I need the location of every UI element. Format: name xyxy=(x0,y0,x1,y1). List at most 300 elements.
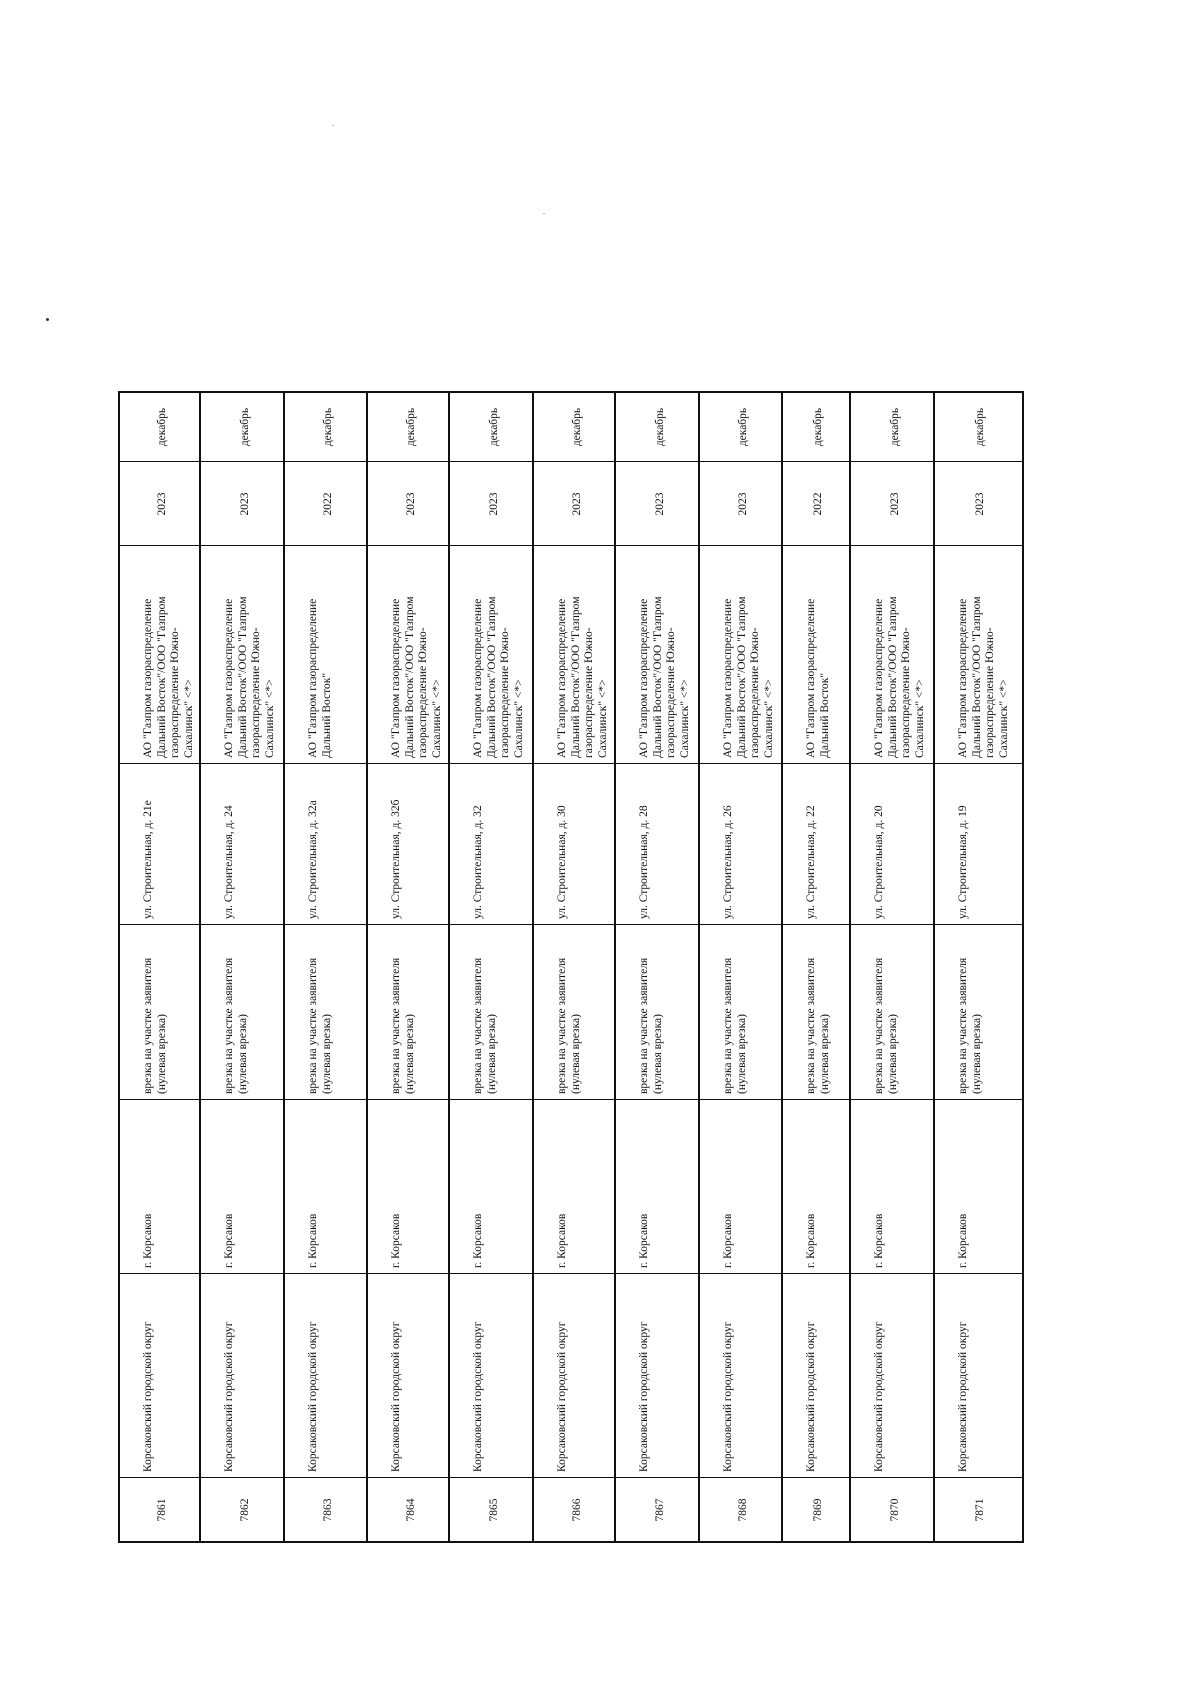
organization-cell xyxy=(783,545,849,763)
table-row xyxy=(851,393,935,1541)
district-cell xyxy=(851,1273,933,1477)
year-cell-text xyxy=(812,468,826,540)
work-cell-text xyxy=(873,931,900,1094)
settlement-cell-value: г. Корсаков xyxy=(307,1213,320,1268)
settlement-cell-text xyxy=(556,1106,570,1268)
month-cell-text xyxy=(737,399,751,455)
year-cell-value: 2022 xyxy=(812,492,825,516)
year-cell-value: 2023 xyxy=(889,492,902,516)
address-cell-value: ул. Строительная, д. 32 xyxy=(472,805,485,919)
district-cell xyxy=(700,1273,781,1477)
organization-cell-line: газораспределение Южно- xyxy=(250,627,263,758)
district-cell xyxy=(450,1273,532,1477)
work-cell-line: врезка на участке заявителя xyxy=(805,957,818,1094)
address-cell xyxy=(534,763,614,924)
organization-cell-line: Сахалинск" <*> xyxy=(182,679,195,758)
district-cell xyxy=(120,1273,199,1477)
year-cell xyxy=(285,461,366,545)
address-cell-text xyxy=(957,770,971,919)
number-cell-value: 7866 xyxy=(571,1498,584,1522)
work-cell xyxy=(285,924,366,1099)
organization-cell-line: АО "Газпром газораспределение xyxy=(223,598,236,758)
year-cell-text xyxy=(405,468,419,540)
address-cell xyxy=(851,763,933,924)
district-cell xyxy=(368,1273,448,1477)
table-row xyxy=(935,393,1022,1541)
district-cell-value: Корсаковский городской округ xyxy=(873,1321,886,1472)
year-cell xyxy=(935,461,1022,545)
month-cell-value: декабрь xyxy=(488,407,501,447)
number-cell-text xyxy=(974,1484,988,1536)
organization-cell-line: Дальний Восток" xyxy=(818,672,831,758)
work-cell-text xyxy=(472,931,499,1094)
table-row xyxy=(783,393,851,1541)
year-cell xyxy=(450,461,532,545)
organization-cell-line: Дальний Восток"/ООО "Газпром xyxy=(236,596,249,758)
address-cell-text xyxy=(223,770,237,919)
address-cell xyxy=(450,763,532,924)
work-cell-line: (нулевая врезка) xyxy=(403,1014,416,1094)
address-cell-text xyxy=(472,770,486,919)
organization-cell-text xyxy=(556,552,610,758)
district-cell-text xyxy=(223,1280,237,1472)
address-cell-value: ул. Строительная, д. 20 xyxy=(873,805,886,919)
settlement-cell-value: г. Корсаков xyxy=(556,1213,569,1268)
scan-speck xyxy=(46,318,49,321)
work-cell xyxy=(120,924,199,1099)
month-cell xyxy=(201,393,283,461)
work-cell-line: врезка на участке заявителя xyxy=(307,957,320,1094)
work-cell-text xyxy=(556,931,583,1094)
year-cell-value: 2022 xyxy=(322,492,335,516)
district-cell-text xyxy=(805,1280,819,1472)
organization-cell-line: Сахалинск" <*> xyxy=(512,679,525,758)
table-row xyxy=(450,393,534,1541)
month-cell-value: декабрь xyxy=(239,407,252,447)
settlement-cell xyxy=(616,1099,698,1273)
work-cell-text xyxy=(957,931,984,1094)
work-cell-line: врезка на участке заявителя xyxy=(957,957,970,1094)
month-cell-text xyxy=(156,399,170,455)
district-cell-value: Корсаковский городской округ xyxy=(722,1321,735,1472)
number-cell-value: 7868 xyxy=(737,1498,750,1522)
district-cell xyxy=(616,1273,698,1477)
month-cell-value: декабрь xyxy=(654,407,667,447)
organization-cell-line: газораспределение Южно- xyxy=(900,627,913,758)
work-cell-line: (нулевая врезка) xyxy=(236,1014,249,1094)
district-cell-value: Корсаковский городской округ xyxy=(142,1321,154,1472)
settlement-cell-text xyxy=(142,1106,156,1268)
address-cell-value: ул. Строительная, д. 32б xyxy=(390,799,403,919)
work-cell xyxy=(534,924,614,1099)
organization-cell-text xyxy=(142,552,196,758)
month-cell-value: декабрь xyxy=(571,407,584,447)
district-cell-value: Корсаковский городской округ xyxy=(957,1321,970,1472)
year-cell-text xyxy=(974,468,988,540)
work-cell xyxy=(450,924,532,1099)
number-cell xyxy=(783,1477,849,1541)
table-row xyxy=(285,393,368,1541)
settlement-cell-value: г. Корсаков xyxy=(873,1213,886,1268)
settlement-cell-text xyxy=(722,1106,736,1268)
work-cell-line: (нулевая врезка) xyxy=(155,1014,168,1094)
work-cell-line: врезка на участке заявителя xyxy=(390,957,403,1094)
address-cell xyxy=(368,763,448,924)
organization-cell-line: Дальний Восток"/ООО "Газпром xyxy=(735,596,748,758)
organization-cell-line: Дальний Восток"/ООО "Газпром xyxy=(485,596,498,758)
settlement-cell-text xyxy=(223,1106,237,1268)
settlement-cell xyxy=(368,1099,448,1273)
organization-cell-line: Сахалинск" <*> xyxy=(596,679,609,758)
work-cell-text xyxy=(307,931,334,1094)
number-cell xyxy=(450,1477,532,1541)
organization-cell-line: газораспределение Южно- xyxy=(169,627,181,758)
district-cell-text xyxy=(472,1280,486,1472)
month-cell xyxy=(120,393,199,461)
table-row xyxy=(120,393,201,1541)
work-cell-line: врезка на участке заявителя xyxy=(873,957,886,1094)
organization-cell-line: Сахалинск" <*> xyxy=(762,679,775,758)
district-cell-value: Корсаковский городской округ xyxy=(638,1321,651,1472)
table-row xyxy=(700,393,783,1541)
year-cell-value: 2023 xyxy=(405,492,418,516)
settlement-cell-text xyxy=(638,1106,652,1268)
month-cell-text xyxy=(239,399,253,455)
organization-cell xyxy=(700,545,781,763)
month-cell xyxy=(616,393,698,461)
year-cell-value: 2023 xyxy=(488,492,501,516)
scan-speck xyxy=(332,125,334,126)
settlement-cell xyxy=(450,1099,532,1273)
number-cell xyxy=(368,1477,448,1541)
month-cell-text xyxy=(488,399,502,455)
district-cell-text xyxy=(142,1280,156,1472)
number-cell-text xyxy=(156,1484,170,1536)
address-cell-value: ул. Строительная, д. 32а xyxy=(307,800,320,919)
number-cell-text xyxy=(405,1484,419,1536)
work-cell-line: врезка на участке заявителя xyxy=(638,957,651,1094)
organization-cell-line: Сахалинск" <*> xyxy=(678,679,691,758)
organization-cell xyxy=(450,545,532,763)
number-cell-text xyxy=(737,1484,751,1536)
settlement-cell-text xyxy=(957,1106,971,1268)
work-cell xyxy=(368,924,448,1099)
address-cell-value: ул. Строительная, д. 19 xyxy=(957,805,970,919)
district-cell xyxy=(534,1273,614,1477)
year-cell-text xyxy=(654,468,668,540)
number-cell-value: 7867 xyxy=(654,1498,667,1522)
number-cell-text xyxy=(488,1484,502,1536)
district-cell-text xyxy=(873,1280,887,1472)
organization-cell-text xyxy=(307,552,334,758)
work-cell-line: (нулевая врезка) xyxy=(886,1014,899,1094)
organization-cell xyxy=(120,545,199,763)
month-cell-value: декабрь xyxy=(812,407,825,447)
district-cell-text xyxy=(307,1280,321,1472)
district-cell-text xyxy=(638,1280,652,1472)
address-cell-text xyxy=(556,770,570,919)
organization-cell-line: АО "Газпром газораспределение xyxy=(142,598,154,758)
organization-cell xyxy=(285,545,366,763)
year-cell-text xyxy=(239,468,253,540)
address-cell-text xyxy=(638,770,652,919)
number-cell-text xyxy=(889,1484,903,1536)
address-cell-text xyxy=(873,770,887,919)
address-cell-value: ул. Строительная, д. 21е xyxy=(142,800,154,919)
year-cell xyxy=(851,461,933,545)
district-cell xyxy=(201,1273,283,1477)
month-cell xyxy=(534,393,614,461)
table-row xyxy=(534,393,616,1541)
work-cell-line: (нулевая врезка) xyxy=(735,1014,748,1094)
organization-cell-text xyxy=(223,552,277,758)
number-cell-value: 7864 xyxy=(405,1498,418,1522)
district-cell-value: Корсаковский городской округ xyxy=(472,1321,485,1472)
district-cell-text xyxy=(390,1280,404,1472)
year-cell xyxy=(616,461,698,545)
address-cell-text xyxy=(390,770,404,919)
number-cell-value: 7865 xyxy=(488,1498,501,1522)
address-cell xyxy=(616,763,698,924)
month-cell xyxy=(851,393,933,461)
month-cell xyxy=(450,393,532,461)
address-cell-text xyxy=(307,770,321,919)
work-cell xyxy=(201,924,283,1099)
organization-cell xyxy=(851,545,933,763)
organization-cell-line: газораспределение Южно- xyxy=(665,627,678,758)
address-cell xyxy=(935,763,1022,924)
year-cell-text xyxy=(488,468,502,540)
settlement-cell-text xyxy=(472,1106,486,1268)
organization-cell-line: АО "Газпром газораспределение xyxy=(390,598,403,758)
settlement-cell-value: г. Корсаков xyxy=(390,1213,403,1268)
organization-cell-line: АО "Газпром газораспределение xyxy=(722,598,735,758)
organization-cell-line: АО "Газпром газораспределение xyxy=(805,598,818,758)
organization-cell-line: АО "Газпром газораспределение xyxy=(556,598,569,758)
settlement-cell-value: г. Корсаков xyxy=(805,1213,818,1268)
number-cell-value: 7870 xyxy=(889,1498,902,1522)
settlement-cell xyxy=(534,1099,614,1273)
year-cell-value: 2023 xyxy=(737,492,750,516)
organization-cell xyxy=(201,545,283,763)
year-cell xyxy=(368,461,448,545)
settlement-cell-value: г. Корсаков xyxy=(957,1213,970,1268)
month-cell-value: декабрь xyxy=(889,407,902,447)
settlement-cell xyxy=(201,1099,283,1273)
settlement-cell xyxy=(120,1099,199,1273)
work-cell-text xyxy=(390,931,417,1094)
work-cell xyxy=(783,924,849,1099)
district-cell xyxy=(935,1273,1022,1477)
settlement-cell-value: г. Корсаков xyxy=(472,1213,485,1268)
work-cell-line: (нулевая врезка) xyxy=(818,1014,831,1094)
organization-cell-line: Сахалинск" <*> xyxy=(263,679,276,758)
address-cell-text xyxy=(722,770,736,919)
district-cell xyxy=(783,1273,849,1477)
settlement-cell xyxy=(851,1099,933,1273)
month-cell-value: декабрь xyxy=(156,407,168,447)
table-row xyxy=(616,393,700,1541)
scan-speck xyxy=(543,213,545,214)
data-table xyxy=(118,391,1024,1543)
organization-cell-line: Сахалинск" <*> xyxy=(913,679,926,758)
year-cell xyxy=(534,461,614,545)
work-cell xyxy=(851,924,933,1099)
organization-cell-line: газораспределение Южно- xyxy=(749,627,762,758)
number-cell-text xyxy=(812,1484,826,1536)
month-cell xyxy=(700,393,781,461)
organization-cell-line: Дальний Восток"/ООО "Газпром xyxy=(886,596,899,758)
year-cell xyxy=(700,461,781,545)
number-cell-value: 7863 xyxy=(322,1498,335,1522)
number-cell xyxy=(201,1477,283,1541)
work-cell-text xyxy=(142,931,169,1094)
number-cell xyxy=(534,1477,614,1541)
organization-cell-line: Дальний Восток"/ООО "Газпром xyxy=(155,596,168,758)
organization-cell-text xyxy=(638,552,692,758)
table-row xyxy=(368,393,450,1541)
month-cell xyxy=(935,393,1022,461)
organization-cell xyxy=(935,545,1022,763)
district-cell-text xyxy=(722,1280,736,1472)
organization-cell-line: АО "Газпром газораспределение xyxy=(638,598,651,758)
settlement-cell-value: г. Корсаков xyxy=(722,1213,735,1268)
month-cell xyxy=(783,393,849,461)
address-cell xyxy=(783,763,849,924)
number-cell-value: 7871 xyxy=(974,1498,987,1522)
month-cell-text xyxy=(571,399,585,455)
month-cell-text xyxy=(322,399,336,455)
number-cell-text xyxy=(654,1484,668,1536)
organization-cell-line: Дальний Восток"/ООО "Газпром xyxy=(569,596,582,758)
organization-cell xyxy=(534,545,614,763)
district-cell xyxy=(285,1273,366,1477)
work-cell-text xyxy=(805,931,832,1094)
number-cell xyxy=(851,1477,933,1541)
organization-cell-line: Сахалинск" <*> xyxy=(997,679,1010,758)
settlement-cell-text xyxy=(390,1106,404,1268)
year-cell xyxy=(201,461,283,545)
number-cell-value: 7869 xyxy=(812,1498,825,1522)
settlement-cell-value: г. Корсаков xyxy=(638,1213,651,1268)
year-cell-text xyxy=(889,468,903,540)
district-cell-text xyxy=(957,1280,971,1472)
address-cell xyxy=(700,763,781,924)
organization-cell-line: АО "Газпром газораспределение xyxy=(472,598,485,758)
organization-cell-line: АО "Газпром газораспределение xyxy=(957,598,970,758)
organization-cell-text xyxy=(957,552,1011,758)
month-cell-value: декабрь xyxy=(737,407,750,447)
work-cell-line: (нулевая врезка) xyxy=(651,1014,664,1094)
organization-cell-line: АО "Газпром газораспределение xyxy=(873,598,886,758)
work-cell-line: врезка на участке заявителя xyxy=(223,957,236,1094)
district-cell-value: Корсаковский городской округ xyxy=(307,1321,320,1472)
month-cell-text xyxy=(405,399,419,455)
settlement-cell-value: г. Корсаков xyxy=(223,1213,236,1268)
month-cell-text xyxy=(654,399,668,455)
organization-cell-text xyxy=(390,552,444,758)
district-cell-value: Корсаковский городской округ xyxy=(556,1321,569,1472)
number-cell-value: 7861 xyxy=(156,1498,168,1522)
month-cell xyxy=(285,393,366,461)
year-cell-text xyxy=(571,468,585,540)
work-cell-line: врезка на участке заявителя xyxy=(556,957,569,1094)
organization-cell-line: Дальний Восток"/ООО "Газпром xyxy=(651,596,664,758)
number-cell-value: 7862 xyxy=(239,1498,252,1522)
organization-cell-line: газораспределение Южно- xyxy=(984,627,997,758)
work-cell-line: врезка на участке заявителя xyxy=(142,957,154,1094)
settlement-cell-text xyxy=(873,1106,887,1268)
year-cell-value: 2023 xyxy=(156,492,168,516)
address-cell-text xyxy=(805,770,819,919)
settlement-cell-value: г. Корсаков xyxy=(142,1213,154,1268)
work-cell-line: (нулевая врезка) xyxy=(970,1014,983,1094)
organization-cell-text xyxy=(805,552,832,758)
organization-cell-line: газораспределение Южно- xyxy=(499,627,512,758)
settlement-cell-text xyxy=(805,1106,819,1268)
month-cell-text xyxy=(812,399,826,455)
month-cell-text xyxy=(974,399,988,455)
work-cell xyxy=(616,924,698,1099)
work-cell xyxy=(935,924,1022,1099)
number-cell xyxy=(700,1477,781,1541)
organization-cell-text xyxy=(472,552,526,758)
work-cell-line: (нулевая врезка) xyxy=(569,1014,582,1094)
organization-cell-line: АО "Газпром газораспределение xyxy=(307,598,320,758)
district-cell-text xyxy=(556,1280,570,1472)
organization-cell-line: газораспределение Южно- xyxy=(417,627,430,758)
organization-cell xyxy=(616,545,698,763)
work-cell-line: врезка на участке заявителя xyxy=(722,957,735,1094)
year-cell-value: 2023 xyxy=(654,492,667,516)
address-cell-text xyxy=(142,770,156,919)
number-cell xyxy=(285,1477,366,1541)
address-cell-value: ул. Строительная, д. 24 xyxy=(223,805,236,919)
year-cell-value: 2023 xyxy=(974,492,987,516)
organization-cell-line: Дальний Восток"/ООО "Газпром xyxy=(403,596,416,758)
district-cell-value: Корсаковский городской округ xyxy=(390,1321,403,1472)
year-cell xyxy=(783,461,849,545)
work-cell-text xyxy=(722,931,749,1094)
address-cell xyxy=(120,763,199,924)
address-cell-value: ул. Строительная, д. 22 xyxy=(805,805,818,919)
organization-cell-line: Дальний Восток"/ООО "Газпром xyxy=(970,596,983,758)
settlement-cell xyxy=(285,1099,366,1273)
settlement-cell xyxy=(700,1099,781,1273)
organization-cell-line: газораспределение Южно- xyxy=(583,627,596,758)
address-cell-value: ул. Строительная, д. 26 xyxy=(722,805,735,919)
number-cell xyxy=(935,1477,1022,1541)
month-cell xyxy=(368,393,448,461)
organization-cell-line: Дальний Восток" xyxy=(320,672,333,758)
address-cell xyxy=(285,763,366,924)
number-cell-text xyxy=(239,1484,253,1536)
organization-cell-line: Сахалинск" <*> xyxy=(430,679,443,758)
address-cell xyxy=(201,763,283,924)
year-cell-text xyxy=(322,468,336,540)
year-cell-value: 2023 xyxy=(571,492,584,516)
month-cell-text xyxy=(889,399,903,455)
work-cell xyxy=(700,924,781,1099)
year-cell-value: 2023 xyxy=(239,492,252,516)
settlement-cell-text xyxy=(307,1106,321,1268)
number-cell xyxy=(120,1477,199,1541)
table-row xyxy=(201,393,285,1541)
work-cell-line: врезка на участке заявителя xyxy=(472,957,485,1094)
settlement-cell xyxy=(783,1099,849,1273)
work-cell-text xyxy=(223,931,250,1094)
address-cell-value: ул. Строительная, д. 28 xyxy=(638,805,651,919)
